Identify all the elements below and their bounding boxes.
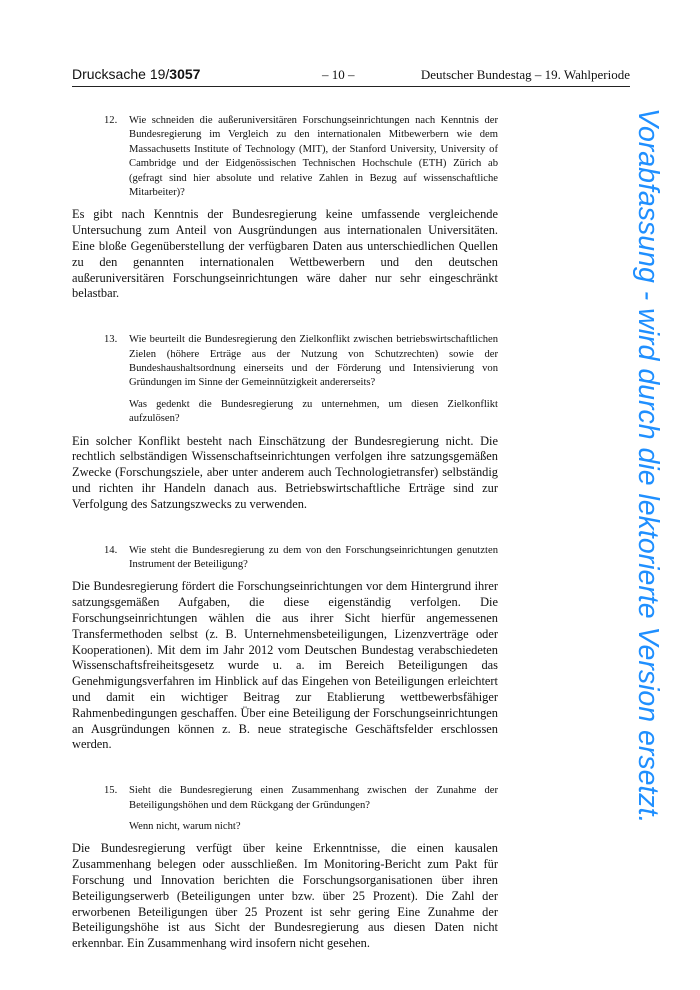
draft-watermark: Vorabfassung - wird durch die lektorierte Version ersetzt. (632, 108, 664, 824)
qa-section-14 (72, 544, 498, 754)
answer-14: Die Bundesregierung fördert die Forschungseinrichtungen vor dem Hintergrund ihrer satzungsgemäßen Aufgaben, die diese eigenständig verfolgen. Die Forschungseinrichtungen wählen die aus ihrer Sicht hierfür angemessenen Transfermethoden selbst (z. B. Unternehmensbeteiligungen, Lizenzverträge oder Kooperationen). Mit dem im Jahr 2012 vom Deutschen Bundestag verabschiedeten Wissenschaftsfreiheitsgesetz wurde u. a. im Bereich Beteiligungen das Genehmigungsverfahren im Hinblick auf das Eingehen von Beteiligungen erleichtert und damit ein wichtiger Beitrag zur Etablierung wettbewerbsfähiger Rahmenbedingungen geschaffen. Über eine Beteiligung der Forschungseinrichtungen an Ausgründungen können z. B. neue strategische Geschäftsfelder erschlossen werden. (72, 579, 498, 752)
qa-section-12 (72, 114, 498, 302)
page-number: – 10 – (322, 67, 355, 82)
answer-12: Es gibt nach Kenntnis der Bundesregierung keine umfassende vergleichende Untersuchung zum Anteil von Ausgründungen aus internationalen Universitäten. Eine bloße Gegenüberstellung der verfügbaren Daten aus unterschiedlichen Quellen zu den genannten internationalen Wettbewerbern und den deutschen außeruniversitären Forschungseinrichtungen wäre daher nur sehr eingeschränkt belastbar. (72, 207, 498, 301)
answer-13: Ein solcher Konflikt besteht nach Einschätzung der Bundesregierung nicht. Die rechtlich selbständigen Wissenschaftseinrichtungen verfolgen ihre satzungsgemäßen Zwecke (Forschungsziele, aber unter anderem auch Technologietransfer) selbständig und richten ihr Handeln danach aus. Betriebswirtschaftliche Erträge sind zur Verfolgung des Satzungszwecks zu verwenden. (72, 433, 498, 511)
question-followup: Wenn nicht, warum nicht? (129, 821, 241, 833)
qa-section-15 (72, 784, 498, 952)
qa-section-13 (72, 333, 498, 512)
document-number: Drucksache 19/3057 (72, 66, 201, 82)
question-number: 13. (104, 334, 118, 346)
question-number: 15. (104, 785, 118, 797)
question-15 (104, 784, 498, 813)
question-12 (104, 114, 498, 200)
question-text: Sieht die Bundesregierung einen Zusammenhang zwischen der Zunahme der Beteiligungshöhen und dem Rückgang der Gründungen? (129, 785, 498, 811)
document-body (72, 114, 498, 952)
question-text: Wie schneiden die außeruniversitären Forschungseinrichtungen nach Kenntnis der Bundesregierung im Vergleich zu den internationalen Mitbewerbern wie dem Massachusetts Institute of Technology (MIT), der Stanford University, University of Cambridge und der Eidgenössischen Technischen Hochschule (ETH) Zürich ab (gefragt sind hier absolute und relative Zahlen in Bezug auf wissenschaftliche Mitarbeiter)? (129, 115, 498, 199)
publisher: Deutscher Bundestag – 19. Wahlperiode (420, 67, 630, 82)
question-text: Wie beurteilt die Bundesregierung den Zielkonflikt zwischen betriebswirtschaftlichen Zielen (höhere Erträge aus der Nutzung von Schutzrechten) sowie der Bundeshaushaltsordnung einerseits und der Förderung und Intensivierung von Gründungen im Sinne der Gemeinnützigkeit andererseits? (129, 334, 498, 389)
answer-15: Die Bundesregierung verfügt über keine Erkenntnisse, die einen kausalen Zusammenhang belegen oder ausschließen. Im Monitoring-Bericht zum Pakt für Forschung und Innovation berichten die Forschungsorganisationen über ihren Beteiligungserwerb (Beteiligungen unter bzw. über 25 Prozent). Die Zahl der erworbenen Beteiligungen über 25 Prozent ist sehr gering Eine Zunahme der Beteiligungshöhe ist aus Sicht der Bundesregierung aus diesen Daten nicht erkennbar. Ein Zusammenhang wird insofern nicht gesehen. (72, 841, 498, 951)
question-number: 14. (104, 544, 118, 556)
question-14 (104, 544, 498, 573)
question-followup: Was gedenkt die Bundesregierung zu unternehmen, um diesen Zielkonflikt aufzulösen? (129, 398, 498, 425)
page-header (72, 66, 630, 87)
question-text: Wie steht die Bundesregierung zu dem von den Forschungseinrichtungen genutzten Instrument der Beteiligung? (129, 544, 498, 571)
question-13 (104, 333, 498, 391)
question-number: 12. (104, 115, 118, 126)
